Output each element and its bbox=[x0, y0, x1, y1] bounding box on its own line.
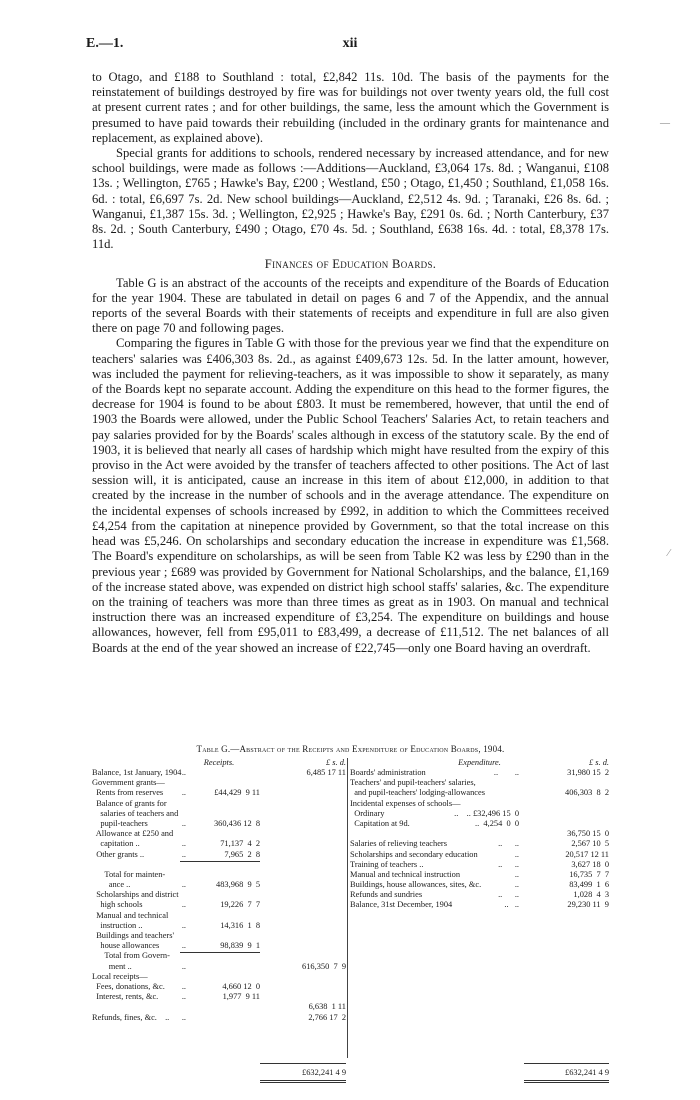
leader-dots: .. bbox=[181, 941, 186, 951]
row-label: instruction .. bbox=[92, 920, 143, 930]
row-subamount: 360,436 12 8 bbox=[213, 818, 260, 828]
leader-dots: .. .. bbox=[498, 890, 519, 900]
row-label: Buildings and teachers' bbox=[92, 931, 174, 940]
document-reference: E.—1. bbox=[86, 36, 124, 51]
page-header bbox=[86, 36, 614, 56]
row-label: Training of teachers .. bbox=[350, 859, 424, 869]
row-label: Refunds and sundries bbox=[350, 890, 423, 900]
row-subamount: 1,977 9 11 bbox=[222, 992, 260, 1002]
table-row bbox=[92, 941, 346, 951]
row-subamount: 7,965 2 8 bbox=[224, 849, 260, 859]
row-label: Manual and technical bbox=[92, 910, 169, 920]
table-row bbox=[350, 809, 609, 819]
subtotal-rule bbox=[180, 861, 260, 862]
row-amount: 20,517 12 11 bbox=[565, 849, 609, 859]
table-row bbox=[350, 900, 609, 910]
total-rule bbox=[260, 1063, 346, 1064]
row-amount: 16,735 7 7 bbox=[569, 869, 609, 879]
table-row bbox=[92, 911, 346, 921]
row-amount: 6,638 1 11 bbox=[308, 1002, 346, 1012]
row-subamount: 71,137 4 2 bbox=[220, 839, 260, 849]
leader-dots: .. bbox=[514, 869, 519, 879]
row-subamount: 98,839 9 1 bbox=[220, 941, 260, 951]
row-label: Balance, 1st January, 1904 bbox=[92, 768, 182, 777]
table-row bbox=[350, 860, 609, 870]
table-row bbox=[92, 788, 346, 798]
row-label: Total from Govern- bbox=[92, 951, 170, 961]
row-subamount: 19,226 7 7 bbox=[220, 900, 260, 910]
leader-dots: .. .. bbox=[493, 768, 519, 777]
row-subamount: 14,316 1 8 bbox=[220, 920, 260, 930]
paragraph: to Otago, and £188 to Southland : total, £2,842 11s. 10d. The basis of the payments for the reinstatement of buildings destroyed by fire was for buildings not over twenty years old, the full cost at present current rates ; and for other buildings, the same, less the amount which the Government is presumed to have paid towards their rebuilding (included in the ordinary grants for maintenance and replacement, as explained above). bbox=[92, 70, 609, 145]
table-row bbox=[350, 839, 609, 849]
leader-dots: .. .. bbox=[504, 900, 519, 910]
leader-dots: .. 4,254 0 0 bbox=[475, 818, 519, 828]
table-row bbox=[92, 900, 346, 910]
row-label: Local receipts— bbox=[92, 971, 148, 981]
row-label: Ordinary bbox=[350, 808, 385, 818]
leader-dots: .. bbox=[181, 961, 186, 971]
total-double-rule bbox=[260, 1080, 346, 1083]
leader-dots: .. bbox=[514, 849, 519, 859]
table-row bbox=[92, 799, 346, 809]
table-row bbox=[92, 931, 346, 941]
table-title: Table G.—Abstract of the Receipts and Expenditure of Education Boards, 1904. bbox=[196, 744, 505, 754]
total-double-rule bbox=[524, 1080, 609, 1083]
table-row bbox=[92, 778, 346, 788]
row-amount: 83,499 1 6 bbox=[569, 880, 609, 890]
row-label: Teachers' and pupil-teachers' salaries, bbox=[350, 778, 476, 788]
row-label: salaries of teachers and bbox=[92, 808, 179, 818]
table-row bbox=[350, 880, 609, 890]
table-row bbox=[92, 951, 346, 961]
leader-dots: .. .. £32,496 15 0 bbox=[454, 808, 519, 818]
page-number: xii bbox=[342, 36, 358, 51]
leader-dots: .. .. bbox=[498, 839, 519, 849]
row-label: Refunds, fines, &c. bbox=[92, 1012, 157, 1022]
row-label: capitation .. bbox=[92, 839, 140, 849]
leader-dots: .. bbox=[181, 992, 186, 1002]
row-label: house allowances bbox=[92, 941, 160, 951]
leader-dots: .. bbox=[181, 768, 186, 777]
margin-annotation: — bbox=[660, 118, 670, 129]
row-amount: 2,567 10 5 bbox=[571, 839, 609, 849]
row-label: Boards' administration bbox=[350, 768, 426, 777]
leader-dots: .. .. bbox=[165, 1012, 186, 1022]
row-amount: 29,230 11 9 bbox=[567, 900, 609, 910]
row-amount: 1,028 4 3 bbox=[573, 890, 609, 900]
expenditure-total: £632,241 4 9 bbox=[565, 1068, 609, 1077]
row-label: Salaries of relieving teachers bbox=[350, 839, 447, 849]
table-row bbox=[350, 829, 609, 839]
row-label: Capitation at 9d. bbox=[350, 818, 410, 828]
table-row bbox=[92, 860, 346, 870]
paragraph: Table G is an abstract of the accounts of the receipts and expenditure of the Boards of Education for the year 1904. These are tabulated in detail on pages 6 and 7 of the Appendix, and the annual reports of the several Boards with their statements of receipts and expenditure in full are also given there on page 70 and following pages. bbox=[92, 275, 609, 336]
leader-dots: .. bbox=[514, 880, 519, 890]
leader-dots: .. bbox=[181, 880, 186, 890]
table-row bbox=[92, 1013, 346, 1023]
row-label: ment .. bbox=[92, 961, 132, 971]
row-label: Balance, 31st December, 1904 bbox=[350, 900, 453, 910]
row-label: Scholarships and district bbox=[92, 890, 179, 900]
receipts-total: £632,241 4 9 bbox=[302, 1068, 346, 1077]
leader-dots: .. bbox=[181, 981, 186, 991]
table-row bbox=[350, 799, 609, 809]
table-row bbox=[92, 972, 346, 982]
expenditure-column bbox=[350, 758, 609, 911]
table-row bbox=[92, 768, 346, 778]
table-row bbox=[350, 850, 609, 860]
table-row bbox=[350, 890, 609, 900]
row-label: Incidental expenses of schools— bbox=[350, 798, 461, 808]
row-amount: 31,980 15 2 bbox=[567, 768, 609, 777]
table-row bbox=[92, 890, 346, 900]
table-row bbox=[92, 982, 346, 992]
row-label: Government grants— bbox=[92, 778, 165, 788]
table-row bbox=[92, 870, 346, 880]
paragraph: Comparing the figures in Table G with those for the previous year we find that the expenditure on teachers' salaries was £406,303 8s. 2d., as against £409,673 12s. 5d. In the latter amount, however, was included the payment for relieving-teachers, as it was impossible to show it separately, as many of the Boards kept no separate account. Adding the expenditure on this head to the former figures, the decrease for 1904 is found to be about £803. It must be remembered, however, that until the end of 1903 the Boards were allowed, under the Public School Teachers' Salaries Act, to retain teachers and pay salaries provided for by the Boards' scales although in excess of the statutory scale. By the end of 1903, it is believed that nearly all cases of hardship which might have resulted from the expiry of this proviso in the Act were avoided by the transfer of teachers affected to other positions. The Act of last session will, it is anticipated, cause an increase in this item of about £12,000, in addition to that created by the increase in the number of schools and in the average attendance. The expenditure on the incidental expenses of schools increased by £992, in addition to which the Committees received £4,254 from the capitation at ninepence provided by Government, so that the total increase on this head was £5,246. On scholarships and secondary education the increase in expenditure was £1,568. The Board's expenditure on scholarships, as will be seen from Table K2 was less by £290 than in the previous year ; £689 was provided by Government for National Scholarships, and the balance, £1,169 of the increase stated above, was expended on district high school staffs' salaries, &c. The expenditure on the training of teachers was more than three times as great as in 1903. On manual and technical instruction there was an increased expenditure of £3,254. The expenditure on buildings and house allowances, however, fell from £95,011 to £83,499, a decrease of £11,512. The net balances of all Boards at the end of the year showed an increase of £22,745—only one Board having an overdraft. bbox=[92, 336, 609, 655]
table-row bbox=[92, 839, 346, 849]
abstract-table bbox=[92, 758, 609, 1078]
row-label: Balance of grants for bbox=[92, 798, 167, 808]
row-amount: 2,766 17 2 bbox=[308, 1012, 346, 1022]
row-label: and pupil-teachers' lodging-allowances bbox=[350, 788, 485, 798]
table-row bbox=[92, 880, 346, 890]
row-subamount: 483,968 9 5 bbox=[216, 880, 260, 890]
table-row bbox=[92, 829, 346, 839]
row-amount: 6,485 17 11 bbox=[306, 768, 346, 777]
lsd-heading: £ s. d. bbox=[588, 758, 609, 767]
row-label: Fees, donations, &c. bbox=[92, 981, 165, 991]
row-subamount: £44,429 9 11 bbox=[214, 788, 260, 798]
body-text bbox=[92, 70, 609, 656]
lsd-heading: £ s. d. bbox=[325, 758, 346, 767]
row-label: Rents from reserves bbox=[92, 788, 164, 798]
table-row bbox=[92, 819, 346, 829]
table-row bbox=[92, 921, 346, 931]
table-row bbox=[350, 778, 609, 788]
paragraph: Special grants for additions to schools, rendered necessary by increased attendance, and for new school buildings, were made as follows :—Additions—Auckland, £3,064 17s. 8d. ; Wanganui, £108 13s. ; Wellington, £765 ; Hawke's Bay, £200 ; Westland, £50 ; Otago, £1,450 ; Southland, £1,058 16s. 6d. : total, £6,697 7s. 2d. New school buildings—Auckland, £2,512 4s. 9d. ; Taranaki, £26 8s. 6d. ; Wanganui, £1,387 15s. 3d. ; Wellington, £2,925 ; Hawke's Bay, £291 0s. 6d. ; North Canterbury, £37 8s. 2d. ; South Canterbury, £490 ; Otago, £70 4s. 5d. ; Southland, £638 16s. 4d. : total, £8,378 17s. 11d. bbox=[92, 146, 609, 252]
row-label: Scholarships and secondary education bbox=[350, 849, 478, 859]
leader-dots: .. .. bbox=[498, 859, 519, 869]
row-label: Allowance at £250 and bbox=[92, 829, 174, 839]
row-label: pupil-teachers bbox=[92, 818, 148, 828]
row-label: ance .. bbox=[92, 880, 131, 890]
row-label: Interest, rents, &c. bbox=[92, 992, 159, 1002]
table-row bbox=[350, 870, 609, 880]
table-row bbox=[350, 819, 609, 829]
margin-annotation: ⁄ bbox=[668, 548, 670, 559]
row-label: Manual and technical instruction bbox=[350, 869, 461, 879]
total-rule bbox=[524, 1063, 609, 1064]
row-subamount: 4,660 12 0 bbox=[222, 981, 260, 991]
row-label: high schools bbox=[92, 900, 143, 910]
receipts-column bbox=[92, 758, 346, 1023]
table-row bbox=[92, 1002, 346, 1012]
row-amount: 3,627 18 0 bbox=[571, 859, 609, 869]
column-divider bbox=[347, 758, 348, 1058]
table-row bbox=[92, 962, 346, 972]
row-amount: 616,350 7 9 bbox=[302, 961, 346, 971]
leader-dots: .. bbox=[181, 900, 186, 910]
leader-dots: .. bbox=[181, 839, 186, 849]
table-row bbox=[92, 992, 346, 1002]
leader-dots: .. bbox=[181, 849, 186, 859]
receipts-heading: Receipts. bbox=[203, 758, 235, 767]
row-label: Buildings, house allowances, sites, &c. bbox=[350, 880, 482, 890]
expenditure-heading: Expenditure. bbox=[458, 758, 501, 767]
leader-dots: .. bbox=[181, 920, 186, 930]
table-row bbox=[92, 850, 346, 860]
row-amount: 406,303 8 2 bbox=[565, 788, 609, 798]
leader-dots: .. bbox=[181, 818, 186, 828]
table-row bbox=[350, 768, 609, 778]
leader-dots: .. bbox=[181, 788, 186, 798]
table-row bbox=[92, 809, 346, 819]
section-title: Finances of Education Boards. bbox=[264, 257, 437, 272]
row-label: Other grants .. bbox=[92, 849, 145, 859]
row-label: Total for mainten- bbox=[92, 869, 166, 879]
row-amount: 36,750 15 0 bbox=[567, 829, 609, 839]
subtotal-rule bbox=[180, 952, 260, 953]
table-row bbox=[350, 788, 609, 798]
